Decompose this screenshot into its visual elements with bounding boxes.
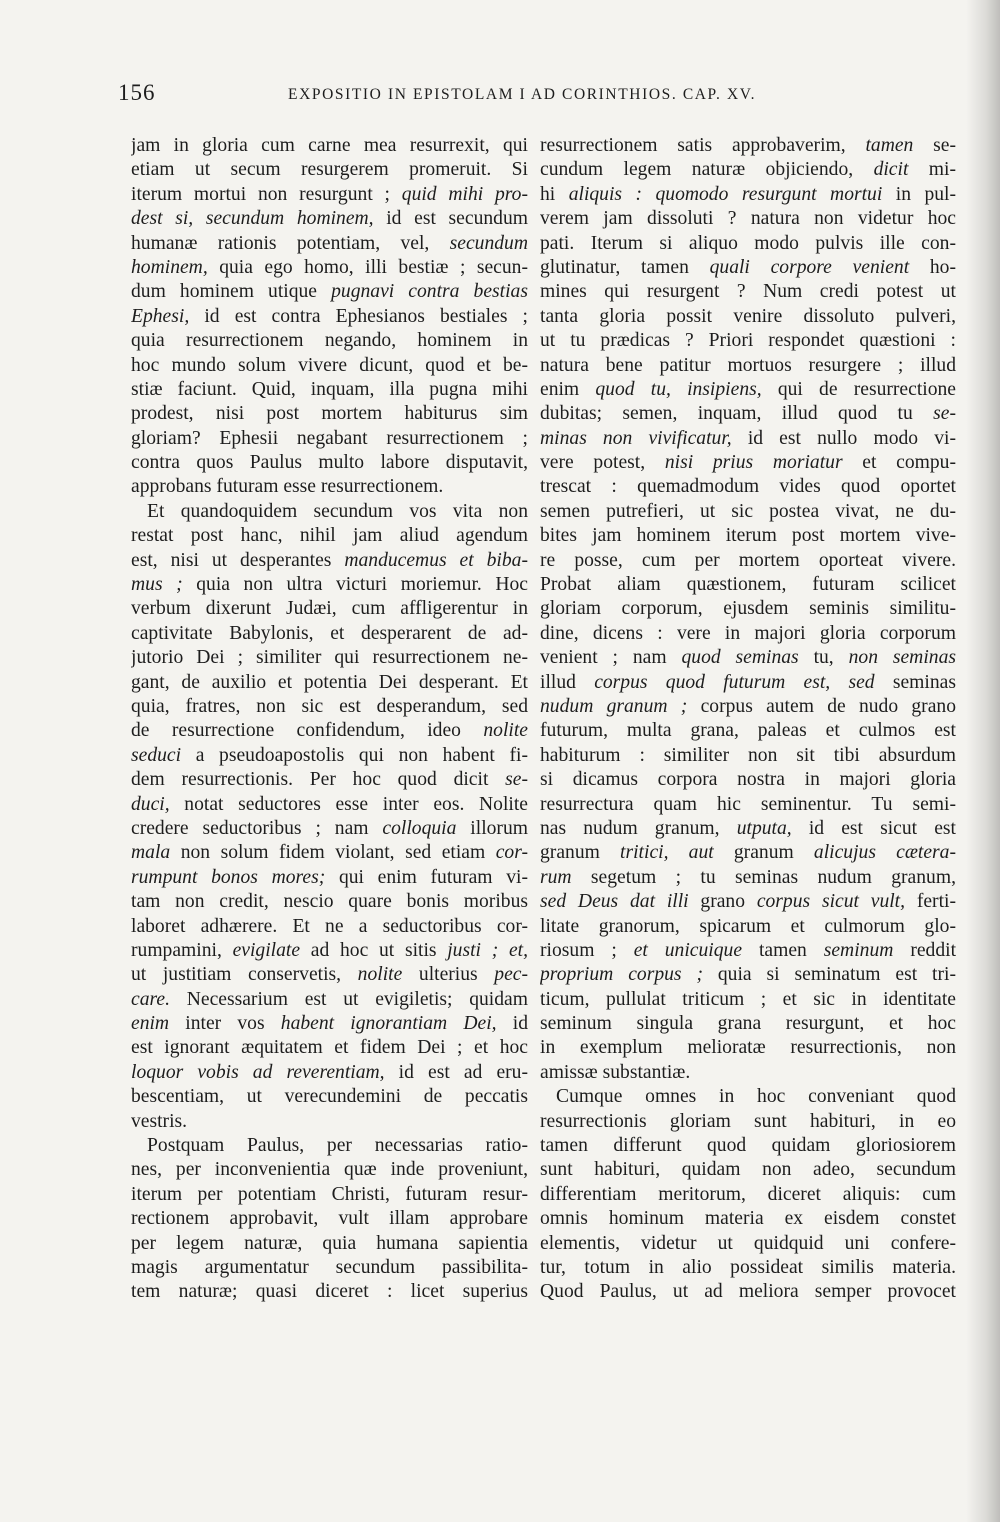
text-segment: quia resurrectionem negando, hominem in: [131, 330, 528, 352]
text-line: [540, 915, 956, 939]
text-line: [131, 451, 528, 475]
text-line: [131, 1158, 528, 1182]
italic-text: nudum granum ;: [540, 695, 688, 717]
italic-text: dest si, secundum hominem,: [131, 208, 374, 230]
text-segment: vestris.: [131, 1110, 188, 1132]
text-line: [131, 305, 528, 329]
text-segment: illorum: [456, 817, 528, 839]
text-segment: Cumque omnes in hoc conveniant quod: [556, 1086, 956, 1108]
italic-text: proprium corpus ;: [540, 964, 703, 986]
text-segment: quia non ultra victuri moriemur. Hoc: [182, 574, 528, 596]
text-segment: in exemplum melioratæ resurrectionis, non: [540, 1037, 956, 1059]
text-segment: omnis hominum materia ex eisdem constet: [540, 1208, 956, 1230]
text-segment: resurrectionis gloriam sunt habituri, in eo: [540, 1110, 956, 1132]
text-segment: pati. Iterum si aliquo modo pulvis ille con-: [540, 232, 956, 254]
italic-text: nisi prius moriatur: [664, 452, 843, 474]
text-segment: corpus autem de nudo grano: [687, 695, 956, 717]
italic-text: care.: [131, 988, 170, 1010]
italic-text: rumpunt bonos mores;: [131, 866, 326, 888]
text-segment: id est nullo modo vi-: [731, 427, 956, 449]
text-segment: dum hominem utique: [131, 281, 332, 303]
text-segment: tu,: [798, 647, 849, 669]
text-segment: tam non credit, nescio quare bonis moribus: [131, 891, 528, 913]
text-line: [131, 1085, 528, 1109]
text-line: [540, 768, 956, 792]
text-line: [131, 646, 528, 670]
text-segment: hi: [540, 183, 569, 205]
text-segment: dine, dicens : vere in majori gloria corporum: [540, 622, 956, 644]
text-segment: captivitate Babylonis, et desperarent de ad-: [131, 622, 528, 644]
italic-text: quali corpore venient: [709, 256, 910, 278]
text-segment: qui enim futuram vi-: [325, 866, 528, 888]
text-line: [131, 744, 528, 768]
italic-text: corpus sicut vult,: [756, 891, 906, 913]
text-segment: quia si seminatum est tri-: [702, 964, 956, 986]
text-segment: sunt habituri, quidam non adeo, secundum: [540, 1159, 956, 1181]
text-segment: iterum mortui non resurgunt ;: [131, 183, 402, 205]
text-segment: differentiam meritorum, diceret aliquis: cum: [540, 1183, 956, 1205]
text-segment: ticum, pullulat triticum ; et sic in identitate: [540, 988, 956, 1010]
text-segment: mi-: [908, 159, 956, 181]
text-line: [131, 597, 528, 621]
italic-text: quid mihi pro-: [401, 183, 528, 205]
text-line: [131, 866, 528, 890]
text-segment: verbum dixerunt Judæi, cum affligerentur in: [131, 598, 528, 620]
page-number: 156: [118, 80, 156, 105]
text-segment: dubitas; semen, inquam, illud quod tu: [540, 403, 934, 425]
text-segment: Necessarium est ut evigiletis; quidam: [170, 988, 528, 1010]
text-segment: reddit: [893, 939, 956, 961]
text-segment: ut justitiam conservetis,: [131, 964, 358, 986]
text-segment: id est ad eru-: [384, 1061, 528, 1083]
text-segment: etiam ut secum resurgerem promeruit. Si: [131, 159, 528, 181]
text-segment: est, nisi ut desperantes: [131, 549, 345, 571]
text-segment: seminas: [874, 671, 956, 693]
italic-text: seminum: [823, 939, 894, 961]
italic-text: pec-: [494, 964, 528, 986]
text-line: [131, 183, 528, 207]
text-line: [540, 207, 956, 231]
text-segment: resurrectionem satis approbaverim,: [540, 135, 866, 156]
text-line: [540, 1280, 956, 1304]
text-segment: verem jam dissoluti ? natura non videtur hoc: [540, 208, 956, 230]
text-line: [540, 793, 956, 817]
italic-text: sed Deus dat illi: [540, 891, 689, 913]
text-line: [540, 890, 956, 914]
text-segment: nas nudum granum,: [540, 817, 737, 839]
text-segment: quia ego homo, illi bestiæ ; secun-: [207, 256, 528, 278]
text-line: [131, 427, 528, 451]
text-line: [540, 1183, 956, 1207]
right-column: [540, 134, 956, 1305]
italic-text: non seminas: [848, 647, 956, 669]
text-segment: re posse, cum per mortem oporteat vivere.: [540, 549, 956, 571]
text-line: [540, 329, 956, 353]
text-segment: ferti-: [905, 891, 956, 913]
italic-text: alicujus cætera-: [813, 842, 956, 864]
text-segment: Probat aliam quæstionem, futuram scilicet: [540, 574, 956, 596]
text-segment: tamen differunt quod quidam gloriosiorem: [540, 1135, 956, 1157]
text-segment: resurrectura quam hic seminentur. Tu semi-: [540, 793, 956, 815]
text-line: [540, 451, 956, 475]
text-line: [540, 232, 956, 256]
italic-text: duci,: [131, 793, 170, 815]
text-line: [131, 207, 528, 231]
text-segment: ad hoc ut sitis: [300, 939, 448, 961]
italic-text: utputa,: [736, 817, 792, 839]
text-line: [131, 695, 528, 719]
text-segment: riosum ;: [540, 939, 634, 961]
italic-text: tritici, aut: [620, 842, 714, 864]
text-segment: rumpamini,: [131, 939, 233, 961]
page-edge-shadow: [966, 0, 1000, 1522]
text-line: [131, 402, 528, 426]
text-segment: id est contra Ephesianos bestiales ;: [189, 305, 528, 327]
text-line: [540, 1061, 956, 1085]
text-line: [540, 646, 956, 670]
text-line: [131, 1012, 528, 1036]
text-line: [540, 622, 956, 646]
text-line: [540, 1012, 956, 1036]
text-segment: hoc mundo solum vivere dicunt, quod et be-: [131, 354, 528, 376]
text-line: [540, 1158, 956, 1182]
left-column: [131, 134, 528, 1305]
italic-text: tamen: [865, 135, 914, 156]
text-segment: de resurrectione confidendum, ideo: [131, 720, 484, 742]
text-line: [540, 280, 956, 304]
text-segment: enim: [540, 378, 596, 400]
text-segment: gant, de auxilio et potentia Dei desperant. Et: [131, 671, 528, 693]
text-line: [540, 524, 956, 548]
text-line: [540, 988, 956, 1012]
text-segment: se-: [913, 135, 956, 156]
text-segment: non solum fidem violant, sed etiam: [170, 842, 496, 864]
italic-text: seduci: [131, 744, 182, 766]
text-segment: venient ; nam: [540, 647, 682, 669]
text-line: [131, 671, 528, 695]
text-segment: contra quos Paulus multo labore disputavit,: [131, 452, 528, 474]
italic-text: aliquis : quomodo resurgunt mortui: [568, 183, 883, 205]
text-segment: illud: [540, 671, 595, 693]
text-line: [540, 841, 956, 865]
text-segment: natura bene patitur mortuos resurgere ; illud: [540, 354, 956, 376]
italic-text: secundum: [449, 232, 528, 254]
text-segment: nes, per inconvenientia quæ inde proveniunt,: [131, 1159, 528, 1181]
text-line: [131, 719, 528, 743]
text-segment: ulterius: [402, 964, 495, 986]
italic-text: hominem,: [131, 256, 208, 278]
text-line: [540, 671, 956, 695]
text-line: [540, 963, 956, 987]
text-segment: a pseudoapostolis qui non habent fi-: [181, 744, 528, 766]
text-segment: prodest, nisi post mortem habiturus sim: [131, 403, 528, 425]
text-segment: litate granorum, spicarum et culmorum glo-: [540, 915, 956, 937]
italic-text: justi ; et,: [447, 939, 528, 961]
text-segment: id: [496, 1013, 528, 1035]
italic-text: et unicuique: [633, 939, 743, 961]
text-line: [131, 1061, 528, 1085]
text-line: [540, 1256, 956, 1280]
text-segment: gloriam? Ephesii negabant resurrectionem ;: [131, 427, 528, 449]
text-line: [540, 183, 956, 207]
italic-text: nolite: [357, 964, 403, 986]
text-line: [540, 134, 956, 158]
text-segment: restat post hanc, nihil jam aliud agendum: [131, 525, 528, 547]
italic-text: mus ;: [131, 574, 183, 596]
italic-text: minas non vivificatur,: [540, 427, 732, 449]
text-segment: inter vos: [169, 1013, 281, 1035]
text-line: [131, 841, 528, 865]
text-line: [131, 549, 528, 573]
text-segment: trescat : quemadmodum vides quod oportet: [540, 476, 956, 498]
text-line: [540, 427, 956, 451]
text-line: [540, 1207, 956, 1231]
text-segment: tamen: [742, 939, 824, 961]
text-segment: Postquam Paulus, per necessarias ratio-: [147, 1135, 528, 1157]
text-segment: jutorio Dei ; similiter qui resurrectionem ne-: [131, 647, 528, 669]
text-segment: est ignorant æquitatem et fidem Dei ; et hoc: [131, 1037, 528, 1059]
text-segment: Et quandoquidem secundum vos vita non: [147, 500, 528, 522]
text-line: [540, 1232, 956, 1256]
text-line: [131, 1036, 528, 1060]
text-segment: si dicamus corpora nostra in majori gloria: [540, 769, 956, 791]
text-line: [131, 1183, 528, 1207]
text-segment: ut tu prædicas ? Priori respondet quæstioni :: [540, 330, 956, 352]
text-line: [131, 939, 528, 963]
text-segment: mines qui resurgent ? Num credi potest ut: [540, 281, 956, 303]
text-segment: grano: [688, 891, 757, 913]
text-line: [540, 1110, 956, 1134]
italic-text: se-: [933, 403, 956, 425]
text-line: [131, 890, 528, 914]
text-segment: id est sicut est: [791, 817, 956, 839]
italic-text: se-: [505, 769, 528, 791]
text-line: [540, 939, 956, 963]
italic-text: manducemus et biba-: [344, 549, 528, 571]
text-line: [540, 378, 956, 402]
text-segment: rectionem approbavit, vult illam approbare: [131, 1208, 528, 1230]
text-segment: gloriam corporum, ejusdem seminis similitu-: [540, 598, 956, 620]
italic-text: Ephesi,: [131, 305, 190, 327]
text-segment: tur, totum in alio possideat similis materia.: [540, 1256, 956, 1278]
text-line: [540, 305, 956, 329]
text-line: [131, 280, 528, 304]
text-line: [131, 817, 528, 841]
text-segment: glutinatur, tamen: [540, 256, 710, 278]
text-segment: qui de resurrectione: [761, 378, 956, 400]
page-header: [118, 80, 818, 114]
text-line: [131, 524, 528, 548]
text-segment: granum: [540, 842, 621, 864]
text-line: [540, 500, 956, 524]
text-line: [131, 354, 528, 378]
text-segment: habiturum : similiter non sit tibi absurdum: [540, 744, 956, 766]
text-line: [131, 768, 528, 792]
text-line: [131, 963, 528, 987]
text-segment: et compu-: [842, 452, 956, 474]
text-segment: humanæ rationis potentiam, vel,: [131, 232, 450, 254]
text-line: [540, 866, 956, 890]
italic-text: quod seminas: [681, 647, 799, 669]
italic-text: loquor vobis ad reverentiam,: [131, 1061, 385, 1083]
running-title: EXPOSITIO IN EPISTOLAM I AD CORINTHIOS. CAP. XV.: [288, 86, 757, 103]
text-segment: dem resurrectionis. Per hoc quod dicit: [131, 769, 506, 791]
italic-text: pugnavi contra bestias: [331, 281, 528, 303]
text-line: [540, 695, 956, 719]
text-segment: elementis, videtur ut quidquid uni confere-: [540, 1232, 956, 1254]
text-segment: notat seductores esse inter eos. Nolite: [169, 793, 528, 815]
text-line: [131, 915, 528, 939]
italic-text: enim: [131, 1013, 170, 1035]
text-line: [131, 622, 528, 646]
italic-text: corpus quod futurum est, sed: [594, 671, 875, 693]
text-line: [540, 817, 956, 841]
text-line: [131, 1256, 528, 1280]
text-segment: ho-: [909, 256, 956, 278]
text-line: [131, 475, 528, 499]
italic-text: quod tu, insipiens,: [595, 378, 762, 400]
text-line: [540, 475, 956, 499]
text-segment: in pul-: [882, 183, 956, 205]
text-segment: stiæ faciunt. Quid, inquam, illa pugna mihi: [131, 378, 528, 400]
text-line: [540, 549, 956, 573]
text-segment: magis argumentatur secundum passibilita-: [131, 1256, 528, 1278]
text-segment: amissæ substantiæ.: [540, 1061, 691, 1083]
italic-text: rum: [540, 866, 572, 888]
italic-text: dicit: [873, 159, 909, 181]
text-line: [540, 1036, 956, 1060]
text-segment: quia, fratres, non sic est desperandum, sed: [131, 695, 528, 717]
text-line: [540, 1085, 956, 1109]
text-line: [540, 1134, 956, 1158]
text-line: [131, 158, 528, 182]
text-line: [131, 232, 528, 256]
text-segment: bites jam hominem iterum post mortem vive-: [540, 525, 956, 547]
text-segment: laboret adhærere. Et ne a seductoribus cor-: [131, 915, 528, 937]
text-segment: tanta gloria possit venire dissoluto pulveri,: [540, 305, 956, 327]
text-line: [131, 134, 528, 158]
italic-text: colloquia: [382, 817, 457, 839]
text-line: [131, 329, 528, 353]
text-line: [131, 1232, 528, 1256]
text-segment: approbans futuram esse resurrectionem.: [131, 476, 444, 498]
text-segment: bescentiam, ut verecundemini de peccatis: [131, 1086, 528, 1108]
text-line: [131, 988, 528, 1012]
text-line: [131, 1207, 528, 1231]
text-segment: tem naturæ; quasi diceret : licet superius: [131, 1281, 528, 1303]
text-line: [540, 402, 956, 426]
text-line: [540, 597, 956, 621]
text-segment: jam in gloria cum carne mea resurrexit, qui: [131, 135, 528, 156]
text-segment: futurum, multa grana, paleas et culmos est: [540, 720, 956, 742]
text-segment: vere potest,: [540, 452, 665, 474]
text-line: [540, 256, 956, 280]
text-line: [540, 354, 956, 378]
text-segment: seminum singula grana resurgunt, et hoc: [540, 1013, 956, 1035]
text-line: [131, 1110, 528, 1134]
italic-text: evigilate: [232, 939, 301, 961]
text-line: [131, 378, 528, 402]
italic-text: mala: [131, 842, 171, 864]
text-line: [131, 793, 528, 817]
text-segment: credere seductoribus ; nam: [131, 817, 383, 839]
text-line: [540, 719, 956, 743]
text-segment: cundum legem naturæ objiciendo,: [540, 159, 874, 181]
text-line: [540, 158, 956, 182]
italic-text: habent ignorantiam Dei,: [280, 1013, 497, 1035]
text-line: [131, 1134, 528, 1158]
text-line: [131, 256, 528, 280]
text-line: [131, 1280, 528, 1304]
text-segment: per legem naturæ, quia humana sapientia: [131, 1232, 528, 1254]
text-segment: id est secundum: [373, 208, 528, 230]
text-segment: segetum ; tu seminas nudum granum,: [571, 866, 956, 888]
text-segment: iterum per potentiam Christi, futuram resur-: [131, 1183, 528, 1205]
italic-text: cor-: [495, 842, 528, 864]
text-line: [131, 500, 528, 524]
text-line: [540, 744, 956, 768]
text-line: [540, 573, 956, 597]
text-segment: granum: [713, 842, 814, 864]
text-segment: Quod Paulus, ut ad meliora semper provocet: [540, 1281, 956, 1303]
text-line: [131, 573, 528, 597]
italic-text: nolite: [483, 720, 528, 742]
text-segment: semen putrefieri, ut sic postea vivat, ne du-: [540, 500, 956, 522]
